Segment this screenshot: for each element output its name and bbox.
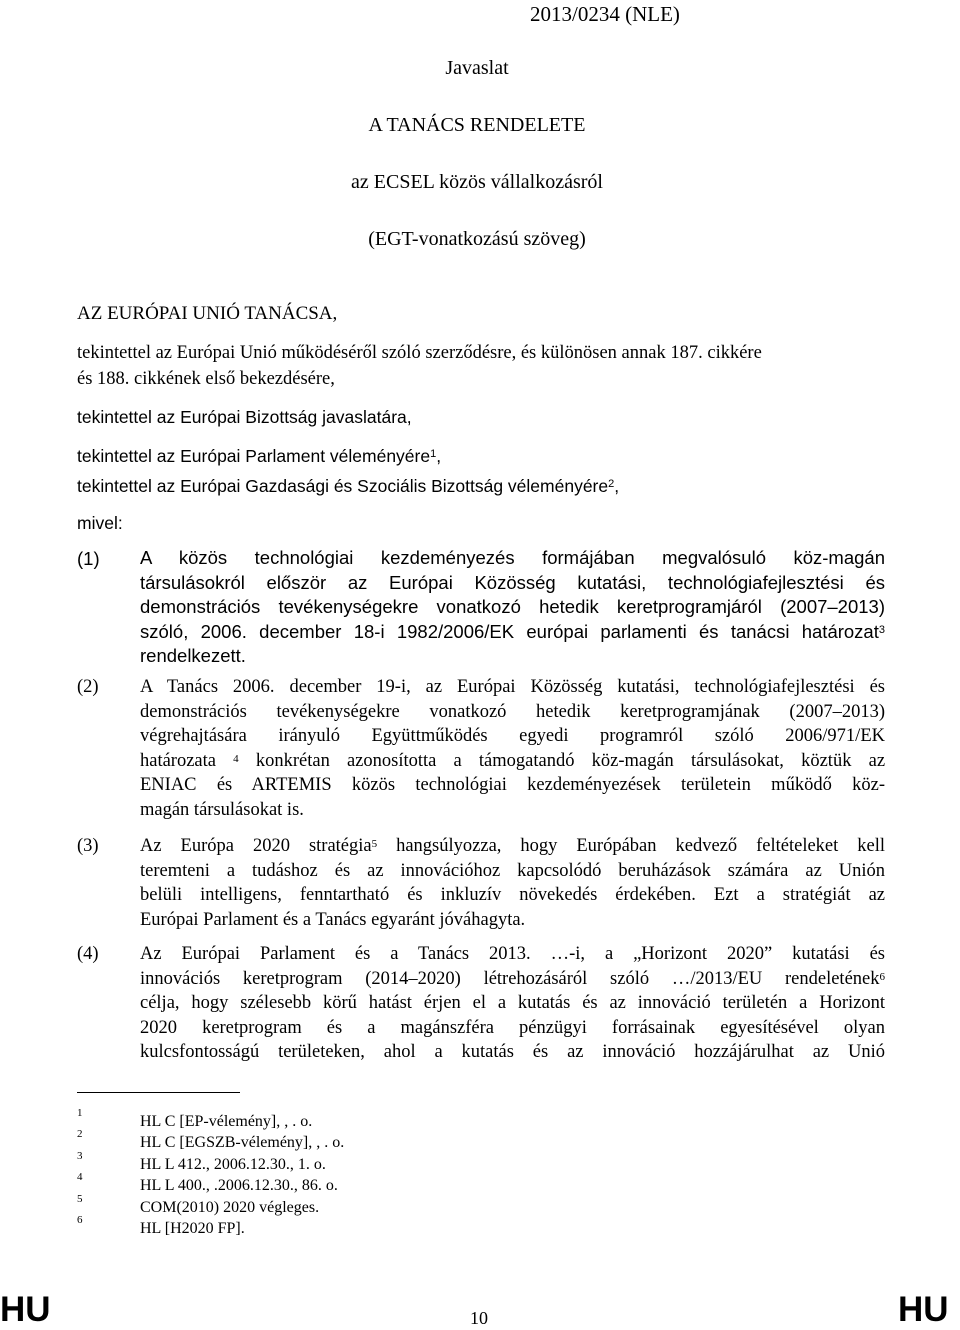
footnote-ref-2: 2 (608, 478, 615, 490)
recital-number: (1) (77, 548, 100, 569)
recital-number: (2) (77, 677, 99, 697)
citation-2: tekintettel az Európai Bizottság javaslatára, (77, 407, 412, 427)
citation-1-line-1: tekintettel az Európai Unió működéséről szóló szerződésre, és különösen annak 187. cikkére (77, 343, 762, 363)
recital-1: A közös technológiai kezdeményezés formájában megvalósuló köz-magán társulásokról először az Európai Közösség kutatási, technológiafejlesztési és demonstrációs tevékenységekre vonatkozó hetedik keretprogramjáról (2007–2013) szóló, 2006. december 18-i 1982/2006/EK európai parlamenti és tanácsi határozat$^3$ rendelkezett. (140, 547, 885, 666)
page-number: 10 (470, 1308, 488, 1328)
proposal-label: Javaslat (445, 57, 509, 79)
footnote-ref-5: 5 (371, 838, 378, 850)
document-code: 2013/0234 (NLE) (530, 2, 680, 26)
recital-number: (4) (77, 944, 99, 964)
footnote-ref-4: 4 (233, 752, 239, 765)
footnote-ref-6: 6 (879, 970, 885, 983)
recital-4: Az Európai Parlament és a Tanács 2013. …-i, a „Horizont 2020” kutatási és innovációs keretprogram (2014–2020) létrehozásáról szóló …/2013/EU rendeletének$^6$ célja, hogy szélesebb körű hatást érjen el a kutatás és az innováció területén a Horizont 2020 keretprogram és a magánszféra pénzügyi forrásainak egyesítésével olyan kulcsfontosságú területeken, ahol a kutatás és az innováció hozzájárulhat az Unió (140, 944, 885, 1062)
document-title: A TANÁCS RENDELETE (368, 114, 586, 136)
recital-number: (3) (77, 836, 99, 856)
citation-4: tekintettel az Európai Gazdasági és Szociális Bizottság véleményére$^2$, (77, 476, 620, 496)
footnote-ref-1: 1 (430, 448, 437, 460)
whereas-label: mivel: (77, 513, 123, 533)
eea-relevance-note: (EGT-vonatkozású szöveg) (368, 228, 586, 250)
footnote-separator (77, 1092, 240, 1093)
document-subject: az ECSEL közös vállalkozásról (351, 171, 603, 193)
footnote-ref-3: 3 (878, 623, 885, 636)
footer-language-left: HU (0, 1290, 51, 1329)
recital-3: Az Európa 2020 stratégia$^5$ hangsúlyozza, hogy Európában kedvező feltételeket kell teremteni a tudáshoz és az innovációhoz kapcsolódó beruházások számára az Unión belüli intelligens, fenntartható és inkluzív növekedés érdekében. Ezt a stratégiát az Európai Parlament és a Tanács egyaránt jóváhagyta. (140, 836, 885, 930)
citation-3: tekintettel az Európai Parlament véleményére$^1$, (77, 446, 442, 466)
footer-language-right: HU (898, 1290, 949, 1329)
authority-line: AZ EURÓPAI UNIÓ TANÁCSA, (77, 303, 338, 324)
recital-2: A Tanács 2006. december 19-i, az Európai Közösség kutatási, technológiafejlesztési és demonstrációs tevékenységekre vonatkozó hetedik keretprogramjának (2007–2013) végrehajtására irányuló Együttműködés egyedi programról szóló 2006/971/EK határozata $^4$ konkrétan azonosította a támogatandó köz-magán társulásokat, köztük az ENIAC és ARTEMIS közös technológiai kezdeményezések területein működő köz- magán társulásokat is. (140, 677, 886, 820)
citation-1-line-2: és 188. cikkének első bekezdésére, (77, 369, 335, 389)
